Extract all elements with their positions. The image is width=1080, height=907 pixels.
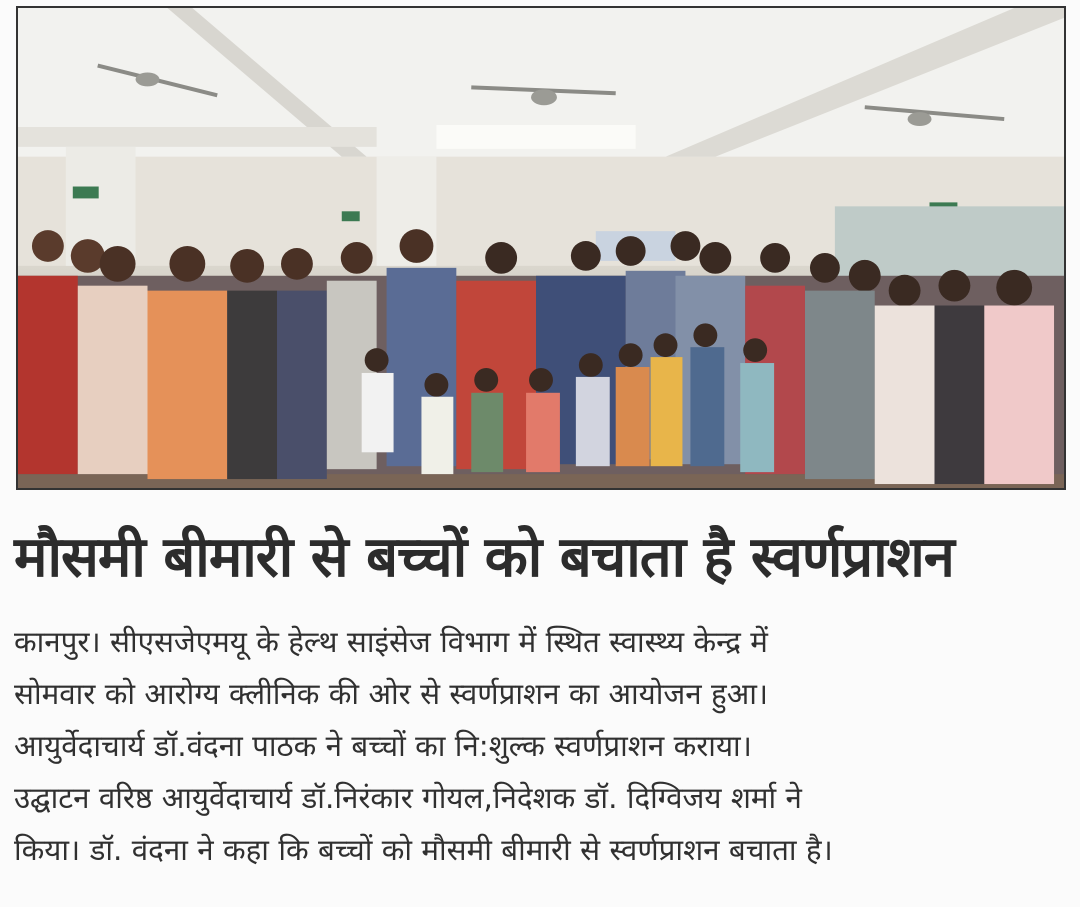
body-line-2: सोमवार को आरोग्य क्लीनिक की ओर से स्वर्णप्राशन का आयोजन हुआ। <box>14 677 769 711</box>
headline: मौसमी बीमारी से बच्चों को बचाता है स्वर्णप्राशन <box>14 525 954 590</box>
body-line-4: उद्घाटन वरिष्ठ आयुर्वेदाचार्य डॉ.निरंकार गोयल,निदेशक डॉ. दिग्विजय शर्मा ने <box>14 781 802 815</box>
exit-sign-icon <box>342 211 360 221</box>
body-line-1: कानपुर। सीएसजेएमयू के हेल्थ साइंसेज विभाग में स्थित स्वास्थ्य केन्द्र में <box>14 625 768 659</box>
ceiling-light <box>436 125 635 149</box>
group-photo <box>16 6 1066 490</box>
body-line-5: किया। डॉ. वंदना ने कहा कि बच्चों को मौसमी बीमारी से स्वर्णप्राशन बचाता है। <box>14 833 833 867</box>
exit-sign-icon <box>73 187 99 199</box>
article-body <box>14 616 1066 876</box>
group-photo-illustration <box>18 8 1064 488</box>
body-line-3: आयुर्वेदाचार्य डॉ.वंदना पाठक ने बच्चों का नि:शुल्क स्वर्णप्राशन कराया। <box>14 729 752 763</box>
ceiling-ledge <box>18 127 377 147</box>
